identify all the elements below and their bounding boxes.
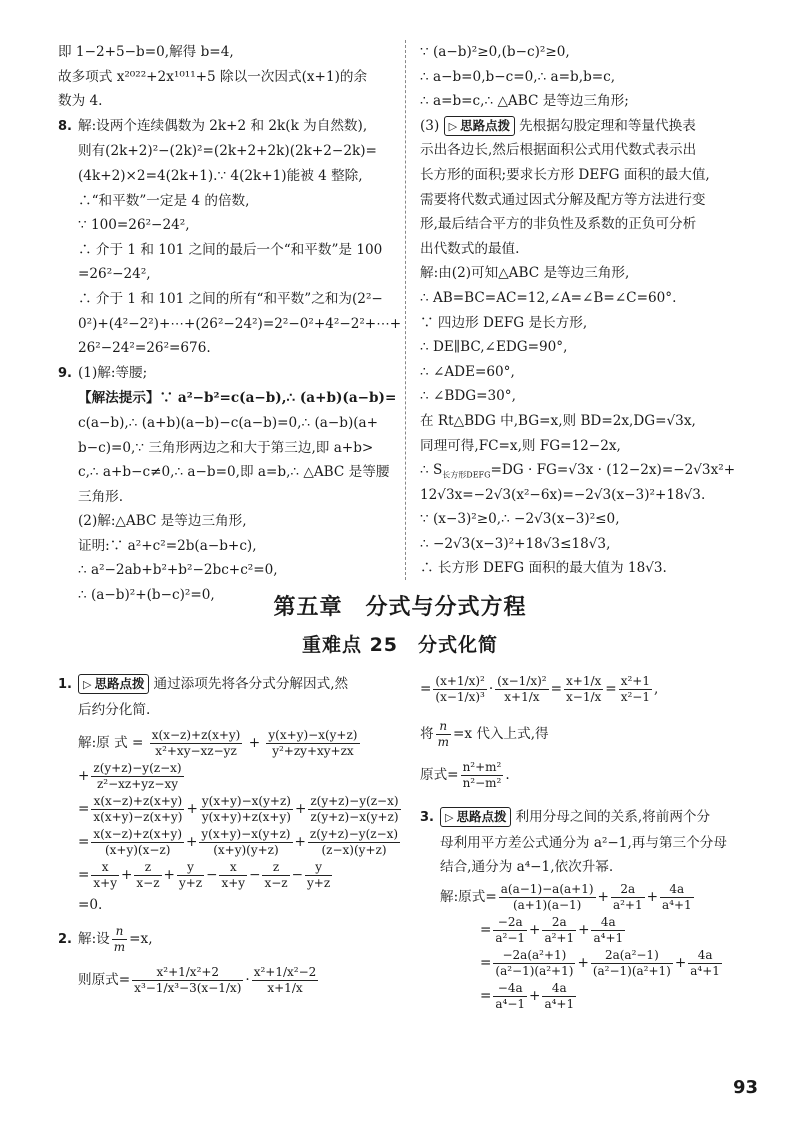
fraction — [91, 761, 183, 792]
fraction — [262, 860, 289, 891]
numerator: y — [177, 860, 204, 876]
text-line: =0. — [78, 897, 103, 914]
fraction — [112, 924, 127, 955]
numerator: −2a(a²+1) — [493, 948, 575, 964]
hint-tag — [440, 807, 511, 827]
fraction — [461, 760, 504, 791]
question-2 — [58, 924, 394, 996]
left-column-top — [58, 40, 402, 608]
fraction — [499, 882, 596, 913]
denominator: (a²−1)(a²+1) — [495, 963, 574, 978]
text-line: 在 Rt△BDG 中,BG=x,则 BD=2x,DG=√3x, — [420, 412, 696, 429]
fraction — [591, 948, 673, 979]
text-line: =x 代入上式,得 — [452, 726, 549, 742]
fraction — [200, 794, 293, 825]
text-line: 【解法提示】∵ a²−b²=c(a−b),∴ (a+b)(a−b)= — [78, 390, 397, 407]
text-line: 出代数式的最值. — [420, 240, 520, 257]
text-line: 解:设两个连续偶数为 2k+2 和 2k(k 为自然数), — [78, 117, 368, 134]
fraction — [305, 860, 332, 891]
fraction — [542, 981, 576, 1012]
fraction — [660, 882, 694, 913]
numerator: a(a−1)−a(a+1) — [500, 881, 594, 896]
denominator: x+1/x — [504, 690, 540, 704]
text-line: ∴“和平数”一定是 4 的倍数, — [78, 192, 250, 209]
text-line: c,∴ a+b−c≠0,∴ a−b=0,即 a=b,∴ △ABC 是等腰 — [78, 464, 390, 481]
solution-label: 解:原式= — [440, 888, 497, 905]
text-line: 即 1−2+5−b=0,解得 b=4, — [58, 44, 234, 60]
text-line: 先根据勾股定理和等量代换表 — [519, 117, 696, 134]
text-line: =x, — [129, 930, 153, 947]
numerator: (x+1/x)² — [435, 674, 485, 688]
fraction — [493, 948, 575, 979]
text-line: 同理可得,FC=x,则 FG=12−2x, — [420, 437, 621, 454]
denominator: n²−m² — [462, 776, 502, 790]
hint-tag — [444, 116, 515, 136]
text-line: ∴ 长方形 DEFG 面积的最大值为 18√3. — [420, 560, 667, 577]
question-9 — [58, 361, 397, 608]
numerator: 4a — [660, 882, 694, 898]
denominator: x³−1/x³−3(x−1/x) — [134, 980, 242, 995]
denominator: a⁴+1 — [544, 996, 575, 1011]
numerator: z(y+z)−y(z−x) — [309, 827, 399, 842]
text-line: ∴ (a−b)²+(b−c)²=0, — [78, 587, 215, 604]
part-label: (3) — [420, 117, 440, 134]
fraction — [493, 981, 527, 1012]
left-column-bottom — [58, 672, 399, 998]
operator: + — [248, 735, 261, 752]
numerator: y(x+y)−x(y+z) — [201, 827, 291, 842]
text-line: (4k+2)×2=4(2k+1).∵ 4(2k+1)能被 4 整除, — [78, 167, 363, 184]
solution-label: 解:原 式 = — [78, 735, 144, 752]
column-divider — [405, 40, 406, 580]
hint-tag-label: 思路点拨 — [456, 809, 507, 824]
numerator: n — [436, 719, 451, 735]
fraction — [91, 794, 184, 825]
denominator: a²+1 — [544, 930, 575, 945]
question-number: 3. — [420, 810, 434, 825]
chevron-right-icon: ▷ — [448, 119, 458, 133]
operator: · — [245, 971, 250, 988]
text-line: ∴ a−b=0,b−c=0,∴ a=b,b=c, — [420, 68, 616, 85]
text-line: ∵ (x−3)²≥0,∴ −2√3(x−3)²≤0, — [420, 511, 620, 528]
numerator: x — [219, 860, 247, 876]
fraction — [495, 674, 548, 705]
text-line: =DG · FG=√3x · (12−2x)=−2√3x²+ — [490, 462, 736, 479]
text-line: ∵ 100=26²−24², — [78, 217, 190, 234]
numerator: x²+1/x²+2 — [132, 965, 243, 981]
text-line: 示出各边长,然后根据面积公式用代数式表示出 — [420, 142, 697, 159]
right-column-bottom: = $\frac{\text{(x+1/x)²}}{\text{(x−1/x)³}}$ · $\frac{\text{(x−1/x)²}}{x+1/x}$ = $\frac{x+1/x}{x-1/x}$ = $\frac{\text{x²+1}}{\text{x²−1}}$ , 将 $\frac{n}{m}$ =x 代入上式,得 原式= $\frac{\text{n²+m²}}{\text{n²−m²}}$ . 3. ▷ 思路点拨 利用分母之间的关系,将前两个分 母利用平方差公式通分为 a²−1,再与第三个分母 结合,通分为 a⁴−1,依次升幂. 解:原式= $\frac{a(a-1)-a(a+1)}{(a+1)(a-1)}$ + $\frac{2a}{\text{a²+1}}$ + $\frac{4a}{\text{a⁴+1}}$ = $\frac{-2a}{\text{a²−1}}$ + $\frac{2a}{\text{a²+1}}$ + $\frac{4a}{\text{a⁴+1}}$ = $\frac{\text{−2a(a²+1)}}{\text{(a²−1)(a²+1)}}$ + $\frac{\text{2a(a²−1)}}{\text{(a²−1)(a²+1)}}$ + $\frac{4a}{\text{a⁴+1}}$ = $\frac{-4a}{\text{a⁴−1}}$ + $\frac{4a}{\text{a⁴+1}}$ — [420, 672, 750, 1014]
denominator: y²+zy+xy+zx — [272, 744, 354, 759]
fraction — [199, 827, 292, 858]
numerator: −2a — [493, 915, 527, 931]
text-line: 26²−24²=26²=676. — [78, 340, 211, 357]
subscript: 长方形DEFG — [442, 470, 491, 480]
text-line: ∵ 四边形 DEFG 是长方形, — [420, 314, 588, 331]
denominator: a⁴−1 — [495, 996, 526, 1011]
numerator: 2a(a²−1) — [591, 948, 673, 964]
numerator: 4a — [688, 948, 722, 964]
text-line: 后约分化简. — [78, 701, 151, 718]
numerator: (x−1/x)² — [497, 674, 547, 688]
fraction — [252, 965, 319, 996]
text-line: ∴ AB=BC=AC=12,∠A=∠B=∠C=60°. — [420, 289, 677, 306]
denominator: m — [113, 939, 126, 954]
fraction — [177, 860, 204, 891]
fraction — [91, 827, 184, 858]
numerator: z(y+z)−y(z−x) — [310, 794, 399, 809]
denominator: x(x+y)−z(x+y) — [93, 810, 183, 825]
text-line: 解:由(2)可知△ABC 是等边三角形, — [420, 265, 630, 282]
hint-tag-label: 思路点拨 — [94, 676, 145, 691]
numerator: n²+m² — [462, 760, 502, 774]
text-line: 12√3x=−2√3(x²−6x)=−2√3(x−3)²+18√3. — [420, 486, 706, 503]
numerator: x(x−z)+z(x+y) — [91, 794, 184, 810]
numerator: z(y+z)−y(z−x) — [93, 761, 182, 776]
text-line: ∴ ∠BDG=30°, — [420, 388, 516, 405]
denominator: (z−x)(y+z) — [321, 843, 387, 858]
question-3: 3. ▷ 思路点拨 利用分母之间的关系,将前两个分 母利用平方差公式通分为 a²−1,再与第三个分母 结合,通分为 a⁴−1,依次升幂. 解:原式= $\frac{a(a-1)-a(a+1)}{(a+1)(a-1)}$ + $\frac{2a}{\text{a²+1}}$ + $\frac{4a}{\text{a⁴+1}}$ = $\frac{-2a}{\text{a²−1}}$ + $\frac{2a}{\text{a²+1}}$ + $\frac{4a}{\text{a⁴+1}}$ = $\frac{\text{−2a(a²+1)}}{\text{(a²−1)(a²+1)}}$ + $\frac{\text{2a(a²−1)}}{\text{(a²−1)(a²+1)}}$ + $\frac{4a}{\text{a⁴+1}}$ = $\frac{-4a}{\text{a⁴−1}}$ + $\frac{4a}{\text{a⁴+1}}$ — [420, 805, 750, 1012]
fraction — [564, 674, 603, 705]
text-line: ∴ 介于 1 和 101 之间的最后一个“和平数”是 100 — [78, 241, 383, 258]
chevron-right-icon: ▷ — [83, 678, 92, 691]
fraction — [433, 674, 486, 705]
text-line: =26²−24², — [78, 266, 151, 283]
text-line: ∴ DE∥BC,∠EDG=90°, — [420, 339, 568, 356]
denominator: y(x+y)+z(x+y) — [201, 810, 291, 825]
text-line: b−c)=0,∵ 三角形两边之和大于第三边,即 a+b> — [78, 439, 374, 456]
numerator: x²+1/x²−2 — [253, 964, 317, 979]
denominator: x+y — [221, 876, 246, 891]
hint-tag-label: 思路点拨 — [460, 117, 511, 133]
text-line: ∴ a²−2ab+b²+b²−2bc+c²=0, — [78, 562, 278, 579]
denominator: x²−1 — [620, 690, 650, 704]
text-line: 形,最后结合平方的非负性及系数的正负可分析 — [420, 216, 697, 233]
text-line: 利用分母之间的关系,将前两个分 — [515, 809, 711, 825]
text-line: 将 — [420, 726, 434, 742]
text-line: ∴ ∠ADE=60°, — [420, 363, 515, 380]
section-title: 重难点 25 分式化简 — [301, 634, 499, 656]
text-line: 长方形的面积;要求长方形 DEFG 面积的最大值, — [420, 166, 710, 183]
denominator: (a+1)(a−1) — [512, 897, 582, 912]
denominator: y+z — [178, 876, 203, 891]
denominator: (a²−1)(a²+1) — [592, 963, 671, 978]
numerator: 4a — [591, 915, 625, 931]
text-line: 母利用平方差公式通分为 a²−1,再与第三个分母 — [440, 834, 727, 851]
numerator: 4a — [542, 981, 576, 997]
text-line: 则原式= — [78, 971, 131, 988]
text-line: ∴ a=b=c,∴ △ABC 是等边三角形; — [420, 93, 629, 110]
numerator: −4a — [493, 981, 527, 997]
denominator: x−z — [264, 876, 288, 891]
fraction — [219, 860, 247, 891]
question-number: 1. — [58, 677, 72, 692]
chevron-right-icon: ▷ — [445, 811, 454, 824]
denominator: (x+y)(x−z) — [104, 843, 171, 858]
text-line: 故多项式 x²⁰²²+2x¹⁰¹¹+5 除以一次因式(x+1)的余 — [58, 68, 368, 85]
text-line: 则有(2k+2)²−(2k)²=(2k+2+2k)(2k+2−2k)= — [78, 143, 377, 160]
fraction — [591, 915, 625, 946]
text-line: 0²)+(4²−2²)+⋯+(26²−24²)=2²−0²+4²−2²+⋯+ — [78, 315, 402, 332]
question-number: 8. — [58, 118, 72, 134]
numerator: 2a — [542, 915, 576, 931]
denominator: m — [437, 735, 449, 749]
fraction — [134, 860, 161, 891]
fraction — [308, 827, 400, 858]
text-line: 需要将代数式通过因式分解及配方等方法进行变 — [420, 191, 706, 208]
text-line: (2)解:△ABC 是等边三角形, — [78, 513, 247, 530]
question-1: 1. ▷ 思路点拨 通过添项先将各分式分解因式,然 后约分化简. 解:原 式 = $\frac{x(x-z)+z(x+y)}{\text{x²+xy−xz−yz}}$ + $\frac{y(x+y)-x(y+z)}{\text{y²+zy+xy+zx}}$ + $\frac{z(y+z)-y(z-x)}{\text{z²−xz+yz−xy}}$ = $\frac{x(x-z)+z(x+y)}{x(x+y)-z(x+y)}$ + $\frac{y(x+y)-x(y+z)}{y(x+y)+z(x+y)}$ + $\frac{z(y+z)-y(z-x)}{z(y+z)-x(y+z)}$ = $\frac{x(x-z)+z(x+y)}{(x+y)(x-z)}$ + $\frac{y(x+y)-x(y+z)}{(x+y)(y+z)}$ + $\frac{z(y+z)-y(z-x)}{(z-x)(y+z)}$ = $\frac{x}{x+y}$ + $\frac{z}{x-z}$ + $\frac{y}{y+z}$ − $\frac{x}{x+y}$ − $\frac{z}{x-z}$ − $\frac{y}{y+z}$ =0. — [58, 672, 394, 918]
fraction — [493, 915, 527, 946]
fraction — [436, 719, 451, 750]
text-line: 解:设 — [78, 930, 110, 947]
chapter-title: 第五章 分式与分式方程 — [273, 595, 527, 620]
text-line: 原式= — [420, 767, 459, 783]
page-number: 93 — [732, 1077, 758, 1098]
text-line: 数为 4. — [58, 93, 103, 110]
fraction — [619, 674, 652, 705]
question-number: 9. — [58, 365, 72, 381]
text-line: 通过添项先将各分式分解因式,然 — [153, 676, 349, 692]
fraction — [542, 915, 576, 946]
fraction — [611, 882, 645, 913]
denominator: a⁴+1 — [661, 897, 692, 912]
text-line: 结合,通分为 a⁴−1,依次升幂. — [440, 859, 614, 876]
denominator: y+z — [307, 876, 331, 891]
denominator: x+y — [93, 876, 117, 891]
text-line: (1)解:等腰; — [78, 364, 148, 381]
fraction — [132, 965, 243, 996]
numerator: x²+1 — [620, 674, 650, 688]
denominator: a⁴+1 — [593, 930, 624, 945]
text-line: ∴ −2√3(x−3)²+18√3≤18√3, — [420, 535, 611, 552]
fraction — [308, 794, 400, 825]
right-column-top — [420, 40, 750, 581]
text-line: c(a−b),∴ (a+b)(a−b)−c(a−b)=0,∴ (a−b)(a+ — [78, 414, 379, 431]
hint-tag — [78, 674, 149, 694]
text-line: 三角形. — [78, 488, 124, 505]
numerator: x(x−z)+z(x+y) — [93, 827, 183, 842]
text-line: ∴ 介于 1 和 101 之间的所有“和平数”之和为(2²− — [78, 290, 383, 307]
numerator: y(x+y)−x(y+z) — [201, 794, 291, 809]
numerator: n — [112, 924, 127, 940]
fraction — [91, 860, 119, 891]
denominator: a²−1 — [495, 930, 526, 945]
fraction — [150, 728, 243, 759]
text-line: 证明:∵ a²+c²=2b(a−b+c), — [78, 537, 257, 554]
denominator: (x−1/x)³ — [435, 690, 485, 704]
denominator: x²+xy−xz−yz — [155, 744, 237, 759]
numerator: x — [91, 860, 119, 876]
denominator: z(y+z)−x(y+z) — [310, 810, 399, 825]
numerator: z — [134, 860, 161, 876]
question-8 — [58, 114, 402, 361]
denominator: (x+y)(y+z) — [213, 843, 279, 858]
fraction — [266, 728, 359, 759]
numerator: y — [305, 860, 332, 876]
numerator: z — [262, 860, 289, 876]
fraction — [688, 948, 722, 979]
numerator: x+1/x — [566, 674, 602, 688]
numerator: x(x−z)+z(x+y) — [151, 728, 241, 743]
denominator: x−z — [136, 876, 160, 891]
numerator: 2a — [611, 882, 645, 898]
denominator: a⁴+1 — [690, 963, 720, 978]
numerator: y(x+y)−x(y+z) — [268, 728, 358, 743]
question-number: 2. — [58, 931, 72, 947]
text-line: ∴ S — [420, 462, 443, 479]
denominator: x−1/x — [566, 690, 602, 704]
denominator: x+1/x — [267, 980, 303, 995]
denominator: z²−xz+yz−xy — [96, 777, 178, 792]
denominator: a²+1 — [612, 897, 643, 912]
text-line: ∵ (a−b)²≥0,(b−c)²≥0, — [420, 44, 570, 60]
